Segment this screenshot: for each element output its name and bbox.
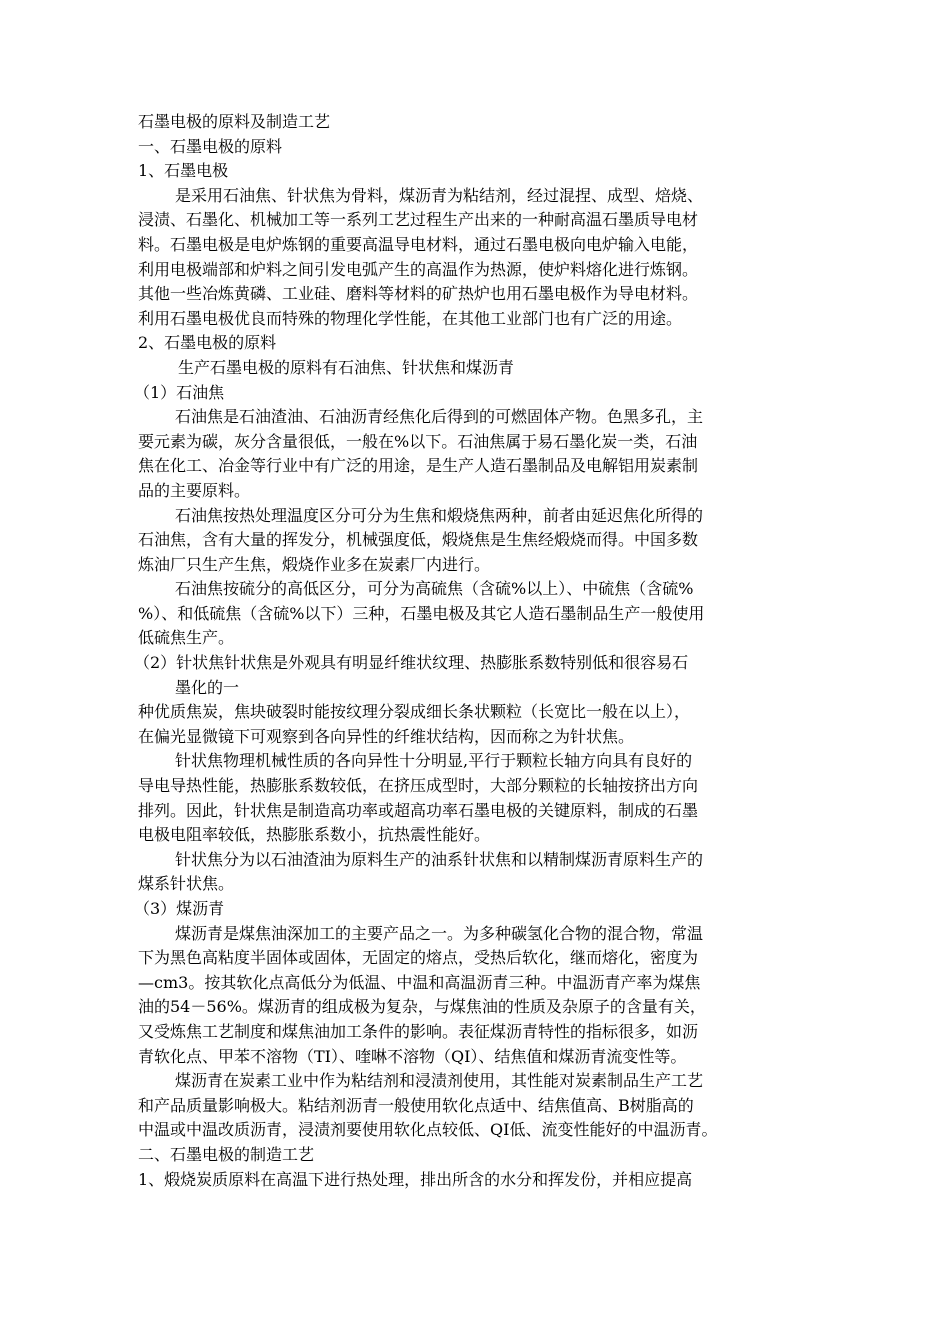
paragraph-line: 油的54－56%。煤沥青的组成极为复杂，与煤焦油的性质及杂原子的含量有关， [138, 997, 706, 1017]
paragraph-line: 电极电阻率较低，热膨胀系数小，抗热震性能好。 [138, 825, 491, 845]
paragraph-line: 石油焦，含有大量的挥发分，机械强度低，煅烧焦是生焦经煅烧而得。中国多数 [138, 530, 699, 550]
paragraph-line: 其他一些冶炼黄磷、工业硅、磨料等材料的矿热炉也用石墨电极作为导电材料。 [138, 284, 699, 304]
paragraph-line: 和产品质量影响极大。粘结剂沥青一般使用软化点适中、结焦值高、Β树脂高的 [138, 1095, 694, 1115]
paragraph-line: 焦在化工、冶金等行业中有广泛的用途，是生产人造石墨制品及电解铝用炭素制 [138, 456, 699, 476]
paragraph-line: 种优质焦炭，焦块破裂时能按纹理分裂成细长条状颗粒（长宽比一般在以上）， [138, 702, 691, 722]
paragraph-line: 又受炼焦工艺制度和煤焦油加工条件的影响。表征煤沥青特性的指标很多，如沥 [138, 1021, 699, 1041]
paragraph-line: —cm3。按其软化点高低分为低温、中温和高温沥青三种。中温沥青产率为煤焦 [138, 972, 701, 992]
paragraph-line: 在偏光显微镜下可观察到各向异性的纤维状结构，因而称之为针状焦。 [138, 726, 635, 746]
paragraph-line: 导电导热性能，热膨胀系数较低，在挤压成型时，大部分颗粒的长轴按挤出方向 [138, 776, 699, 796]
subsection-heading: 1、石墨电极 [138, 161, 229, 181]
numbered-heading: （2）针状焦针状焦是外观具有明显纤维状纹理、热膨胀系数特别低和很容易石 [134, 653, 689, 673]
paragraph-first-line: 是采用石油焦、针状焦为骨料，煤沥青为粘结剂，经过混捏、成型、焙烧、 [175, 185, 704, 205]
paragraph-line: 下为黑色高粘度半固体或固体，无固定的熔点，受热后软化，继而熔化，密度为 [138, 948, 699, 968]
numbered-heading: （1）石油焦 [134, 382, 225, 402]
paragraph-first-line: 石油焦是石油渣油、石油沥青经焦化后得到的可燃固体产物。色黑多孔，主 [175, 407, 704, 427]
paragraph-first-line: 煤沥青是煤焦油深加工的主要产品之一。为多种碳氢化合物的混合物，常温 [175, 923, 704, 943]
subsection-heading: 2、石墨电极的原料 [138, 333, 277, 353]
intro-line: 生产石墨电极的原料有石油焦、针状焦和煤沥青 [178, 357, 515, 377]
section-heading: 石墨电极的原料及制造工艺 [138, 112, 331, 131]
paragraph-first-line: 煤沥青在炭素工业中作为粘结剂和浸渍剂使用，其性能对炭素制品生产工艺 [175, 1071, 704, 1091]
paragraph-first-line: 针状焦物理机械性质的各向异性十分明显,平行于颗粒长轴方向具有良好的 [175, 751, 693, 771]
paragraph-line: 要元素为碳，灰分含量很低，一般在%以下。石油焦属于易石墨化炭一类，石油 [138, 431, 698, 451]
numbered-heading: （3）煤沥青 [134, 899, 225, 918]
section-heading: 二、石墨电极的制造工艺 [138, 1144, 315, 1164]
paragraph-first-line: 石油焦按热处理温度区分可分为生焦和煅烧焦两种，前者由延迟焦化所得的 [175, 505, 704, 525]
paragraph-first-line: 墨化的一 [175, 677, 240, 697]
paragraph-line: 利用石墨电极优良而特殊的物理化学性能，在其他工业部门也有广泛的用途。 [138, 308, 683, 328]
paragraph-line: 中温或中温改质沥青，浸渍剂要使用软化点较低、QI低、流变性能好的中温沥青。 [138, 1120, 718, 1140]
subsection-heading: 1、煅烧炭质原料在高温下进行热处理，排出所含的水分和挥发份，并相应提高 [138, 1169, 693, 1189]
paragraph-line: 煤系针状焦。 [138, 874, 235, 894]
document-page [134, 110, 818, 1192]
paragraph-line: 排列。因此，针状焦是制造高功率或超高功率石墨电极的关键原料，制成的石墨 [138, 800, 699, 820]
paragraph-line: 品的主要原料。 [138, 480, 251, 500]
paragraph-line: 青软化点、甲苯不溶物（TI）、喹啉不溶物（QI）、结焦值和煤沥青流变性等。 [138, 1046, 687, 1066]
paragraph-first-line: 针状焦分为以石油渣油为原料生产的油系针状焦和以精制煤沥青原料生产的 [175, 849, 704, 869]
paragraph-line: 炼油厂只生产生焦，煅烧作业多在炭素厂内进行。 [138, 554, 491, 574]
paragraph-line: 料。石墨电极是电炉炼钢的重要高温导电材料，通过石墨电极向电炉输入电能， [138, 234, 699, 254]
paragraph-line: 利用电极端部和炉料之间引发电弧产生的高温作为热源，使炉料熔化进行炼钢。 [138, 259, 699, 279]
paragraph-line: 低硫焦生产。 [138, 628, 235, 648]
paragraph-line: 浸渍、石墨化、机械加工等一系列工艺过程生产出来的一种耐高温石墨质导电材 [138, 210, 699, 230]
section-heading: 一、石墨电极的原料 [138, 136, 283, 156]
paragraph-line: %）、和低硫焦（含硫%以下）三种，石墨电极及其它人造石墨制品生产一般使用 [138, 603, 705, 623]
paragraph-first-line: 石油焦按硫分的高低区分，可分为高硫焦（含硫%以上）、中硫焦（含硫% [175, 579, 694, 599]
